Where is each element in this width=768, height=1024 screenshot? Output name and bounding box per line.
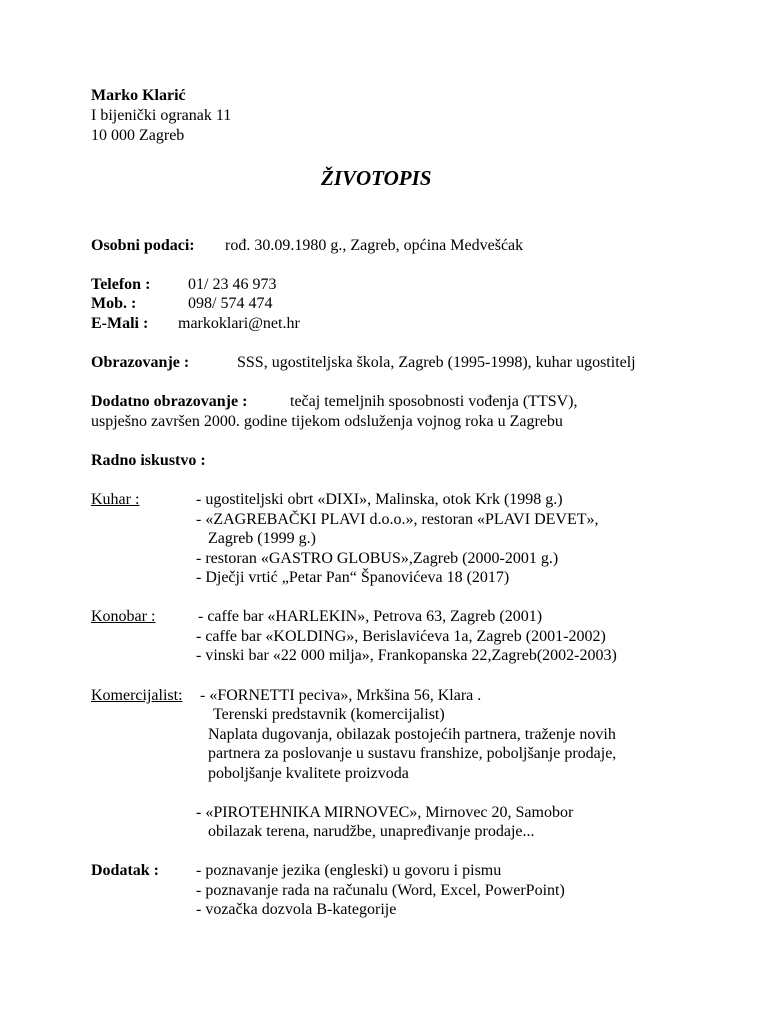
additional-education-label: Dodatno obrazovanje : [91, 393, 248, 410]
experience-heading: Radno iskustvo : [91, 452, 206, 469]
sales-line: poboljšanje kvalitete proizvoda [208, 765, 409, 782]
sales-line: - «PIROTEHNIKA MIRNOVEC», Mirnovec 20, Samobor [196, 804, 574, 821]
email-value: markoklari@net.hr [178, 315, 300, 332]
education-label: Obrazovanje : [91, 354, 190, 371]
waiter-line: - caffe bar «KOLDING», Berislavićeva 1a, Zagreb (2001-2002) [196, 628, 606, 645]
extras-label: Dodatak : [91, 862, 160, 879]
cook-line: Zagreb (1999 g.) [208, 530, 316, 547]
extras-line: - poznavanje rada na računalu (Word, Excel, PowerPoint) [196, 882, 565, 899]
waiter-line: - vinski bar «22 000 milja», Frankopanska 22,Zagreb(2002-2003) [196, 647, 617, 664]
cook-line: - ugostiteljski obrt «DIXI», Malinska, otok Krk (1998 g.) [196, 491, 563, 508]
phone-value: 01/ 23 46 973 [188, 276, 277, 293]
sales-line: obilazak terena, narudžbe, unapređivanje prodaje... [208, 823, 535, 840]
sales-line: partnera za poslovanje u sustavu franshize, poboljšanje prodaje, [208, 745, 617, 762]
extras-line: - vozačka dozvola B-kategorije [196, 901, 397, 918]
extras-line: - poznavanje jezika (engleski) u govoru i pismu [196, 862, 502, 879]
email-label: E-Mali : [91, 315, 149, 332]
phone-label: Telefon : [91, 276, 151, 293]
author-name: Marko Klarić [91, 87, 186, 104]
sales-line: Naplata dugovanja, obilazak postojećih partnera, traženje novih [208, 726, 616, 743]
document-title: ŽIVOTOPIS [321, 166, 432, 190]
cook-line: - restoran «GASTRO GLOBUS»,Zagreb (2000-2001 g.) [196, 550, 559, 567]
cook-line: - Dječji vrtić „Petar Pan“ Španovićeva 18 (2017) [196, 569, 510, 586]
mobile-label: Mob. : [91, 295, 137, 312]
cook-line: - «ZAGREBAČKI PLAVI d.o.o.», restoran «PLAVI DEVET», [196, 511, 599, 528]
author-city: 10 000 Zagreb [91, 127, 185, 144]
sales-line: - «FORNETTI peciva», Mrkšina 56, Klara . [200, 687, 482, 704]
cook-label: Kuhar : [91, 491, 140, 508]
additional-education-line-1: tečaj temeljnih sposobnosti vođenja (TTSV), [290, 393, 578, 410]
additional-education-line-2: uspješno završen 2000. godine tijekom odsluženja vojnog roka u Zagrebu [91, 413, 563, 430]
mobile-value: 098/ 574 474 [188, 295, 273, 312]
personal-value: rođ. 30.09.1980 g., Zagreb, općina Medvešćak [225, 237, 524, 254]
waiter-line: - caffe bar «HARLEKIN», Petrova 63, Zagreb (2001) [198, 608, 543, 625]
personal-label: Osobni podaci: [91, 237, 195, 254]
education-value: SSS, ugostiteljska škola, Zagreb (1995-1998), kuhar ugostitelj [237, 354, 636, 371]
waiter-label: Konobar : [91, 608, 156, 625]
author-street: I bijenički ogranak 11 [91, 107, 232, 124]
sales-line: Terenski predstavnik (komercijalist) [213, 706, 445, 723]
sales-label: Komercijalist: [91, 687, 183, 704]
